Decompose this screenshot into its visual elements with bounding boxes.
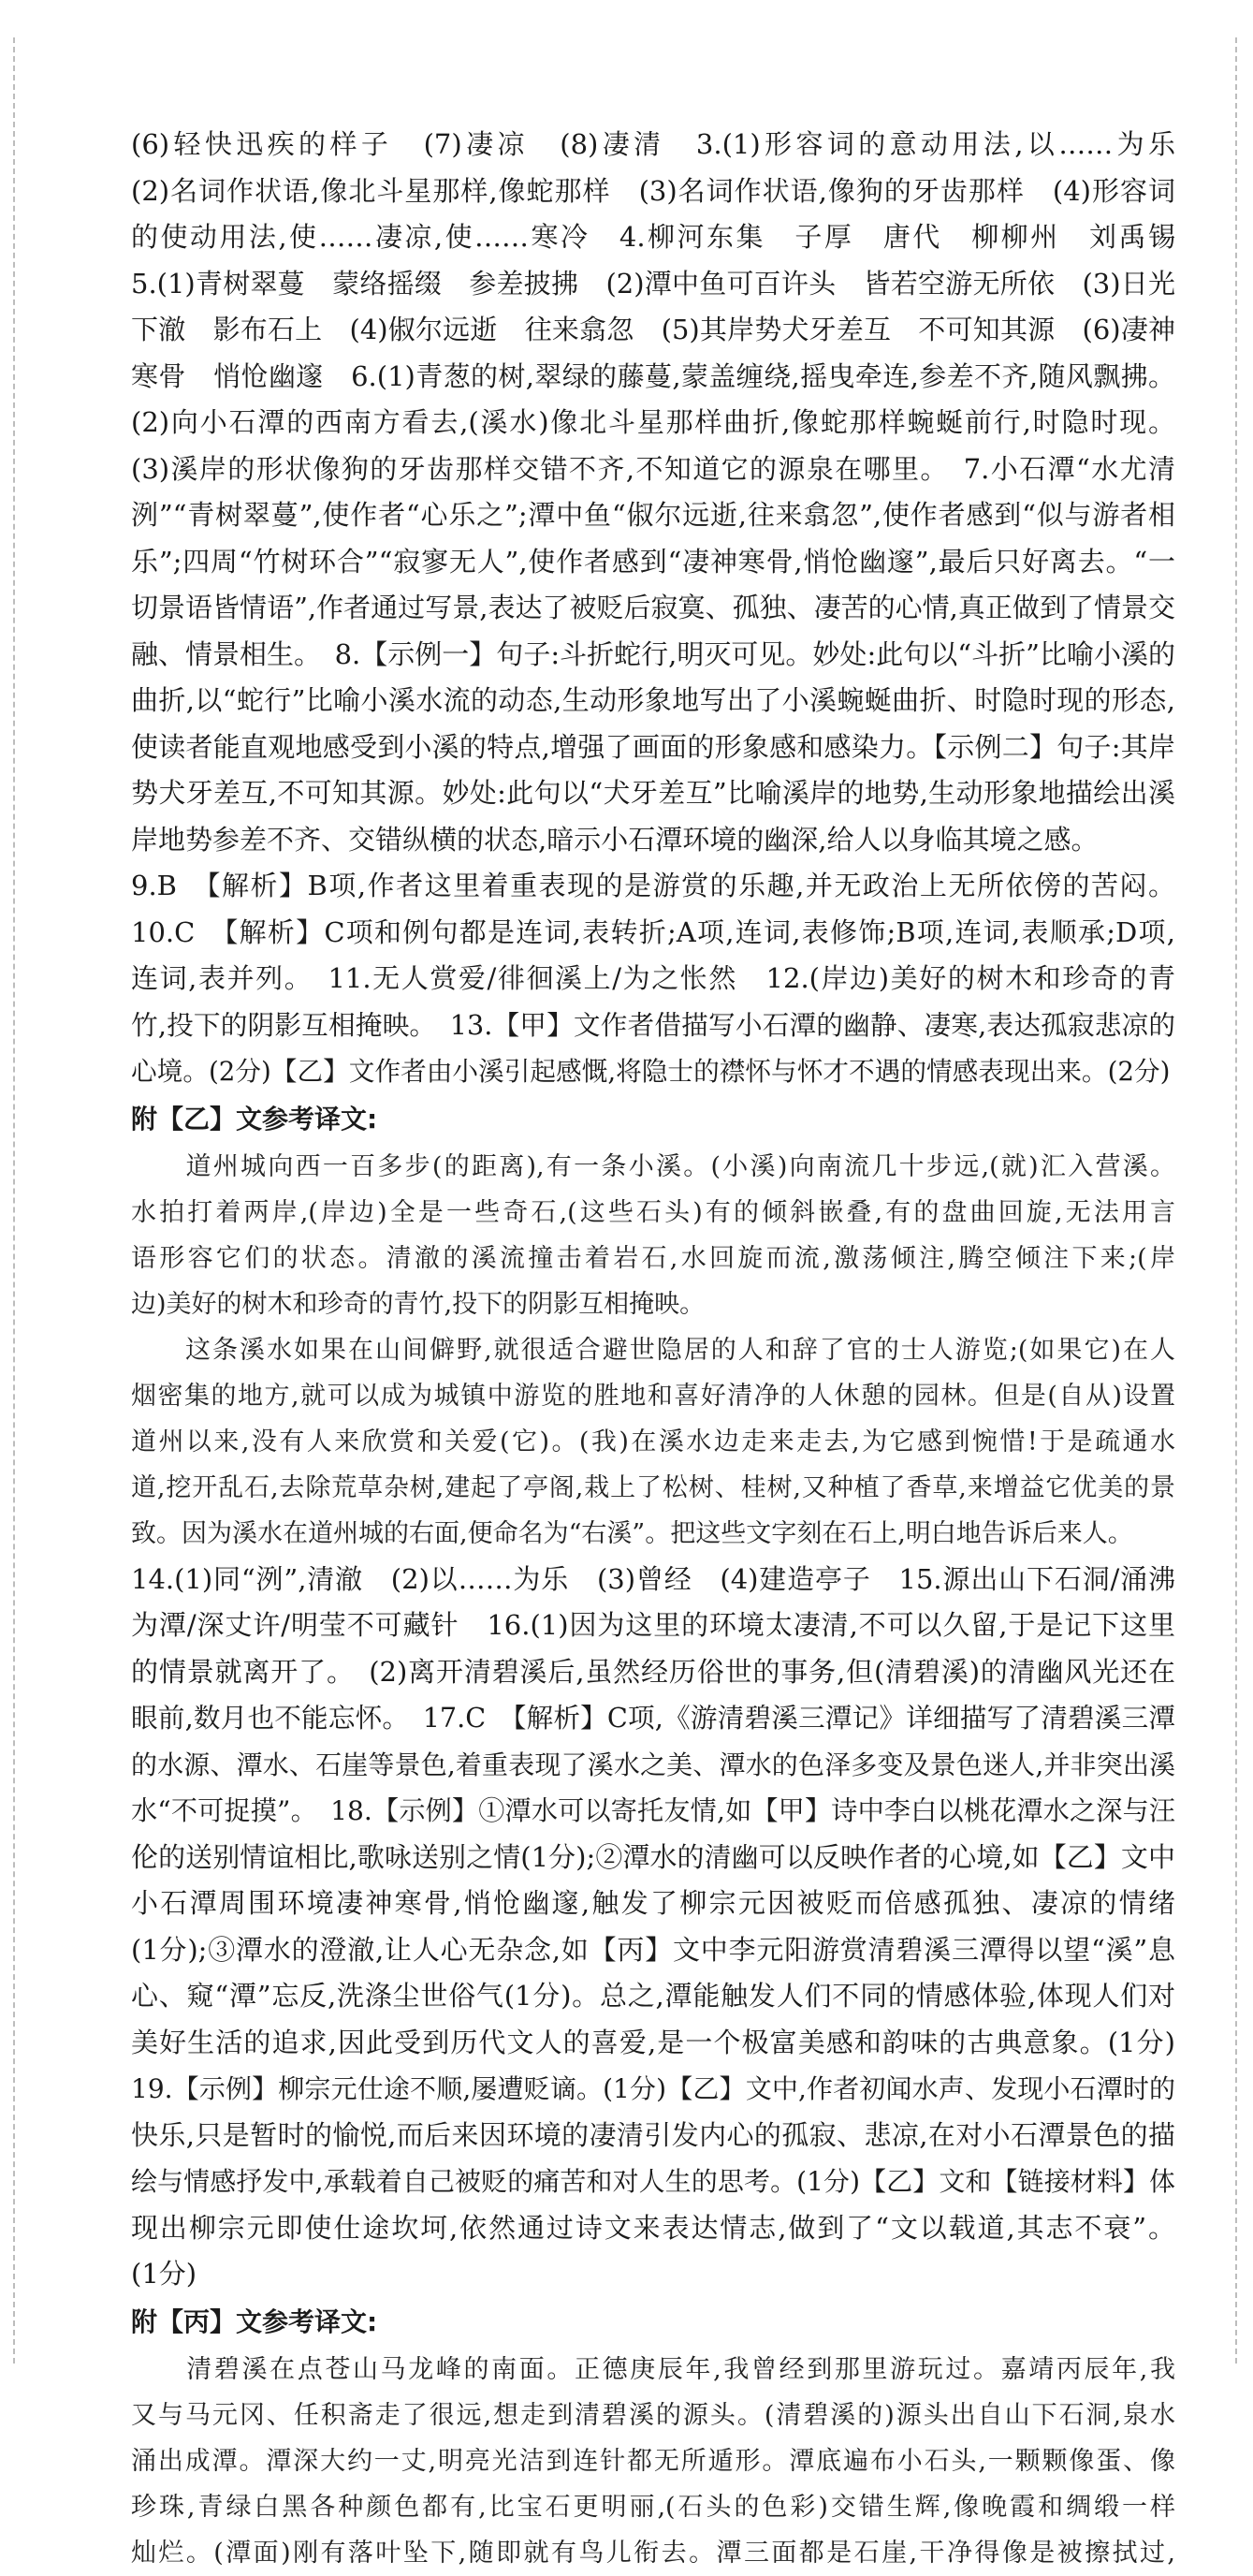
translation-line: 水拍打着两岸,(岸边)全是一些奇石,(这些石头)有的倾斜嵌叠,有的盘曲回旋,无法用言 <box>131 1197 1175 1227</box>
answer-block-2 <box>131 1557 1175 2298</box>
appendix-yi-translation <box>131 1144 1175 1557</box>
answer-line: 心、窥“潭”忘反,洗涤尘世俗气(1分)。总之,潭能触发人们不同的情感体验,体现人们对 <box>131 1980 1175 2012</box>
translation-line: 涌出成潭。潭深大约一丈,明亮光洁到连针都无所遁形。潭底遍布小石头,一颗颗像蛋、像 <box>131 2446 1175 2476</box>
answer-line: 美好生活的追求,因此受到历代文人的喜爱,是一个极富美感和韵味的古典意象。(1分) <box>131 2026 1175 2058</box>
answer-line: 小石潭周围环境凄神寒骨,悄怆幽邃,触发了柳宗元因被贬而倍感孤独、凄凉的情绪 <box>131 1887 1175 1919</box>
answer-line: 眼前,数月也不能忘怀。 17.C 【解析】C项,《游清碧溪三潭记》详细描写了清碧溪三潭 <box>131 1702 1175 1734</box>
answer-line: 岸地势参差不齐、交错纵横的状态,暗示小石潭环境的幽深,给人以身临其境之感。 <box>131 823 1099 856</box>
translation-line: 语形容它们的状态。清澈的溪流撞击着岩石,水回旋而流,激荡倾注,腾空倾注下来;(岸 <box>131 1243 1175 1273</box>
answer-line: 竹,投下的阴影互相掩映。 13.【甲】文作者借描写小石潭的幽静、凄寒,表达孤寂悲凉的 <box>131 1008 1175 1041</box>
appendix-bing-translation <box>131 2347 1175 2576</box>
translation-line: 烟密集的地方,就可以成为城镇中游览的胜地和喜好清净的人休憩的园林。但是(自从)设置 <box>131 1381 1175 1411</box>
answer-line: 寒骨 悄怆幽邃 6.(1)青葱的树,翠绿的藤蔓,蒙盖缠绕,摇曳牵连,参差不齐,随风飘拂。 <box>131 359 1175 392</box>
answer-line: 的水源、潭水、石崖等景色,着重表现了溪水之美、潭水的色泽多变及景色迷人,并非突出溪 <box>131 1749 1175 1780</box>
answer-line: 连词,表并列。 11.无人赏爱/徘徊溪上/为之怅然 12.(岸边)美好的树木和珍奇的青 <box>131 962 1175 994</box>
translation-line: 又与马元冈、任积斋走了很远,想走到清碧溪的源头。(清碧溪的)源头出自山下石洞,泉水 <box>131 2400 1175 2430</box>
answer-line: 现出柳宗元即使仕途坎坷,依然通过诗文来表达情志,做到了“文以载道,其志不衰”。 <box>131 2211 1175 2244</box>
answer-line: 势犬牙差互,不可知其源。妙处:此句以“犬牙差互”比喻溪岸的地势,生动形象地描绘出溪 <box>131 777 1175 809</box>
answer-line: (2)名词作状语,像北斗星那样,像蛇那样 (3)名词作状语,像狗的牙齿那样 (4)形容词 <box>131 174 1175 207</box>
answer-line: (3)溪岸的形状像狗的牙齿那样交错不齐,不知道它的源泉在哪里。 7.小石潭“水尤清 <box>131 452 1175 485</box>
appendix-bing-heading: 附【丙】文参考译文: <box>131 2305 378 2337</box>
translation-line: 道州城向西一百多步(的距离),有一条小溪。(小溪)向南流几十步远,(就)汇入营溪。 <box>131 1151 1175 1181</box>
translation-line: 清碧溪在点苍山马龙峰的南面。正德庚辰年,我曾经到那里游玩过。嘉靖丙辰年,我 <box>131 2354 1175 2384</box>
translation-line: 灿烂。(潭面)刚有落叶坠下,随即就有鸟儿衔去。潭三面都是石崖,干净得像是被擦拭过, <box>131 2538 1175 2568</box>
translation-line: 道州以来,没有人来欣赏和关爱(它)。(我)在溪水边走来走去,为它感到惋惜!于是疏通水 <box>131 1427 1175 1456</box>
answer-line: (1分);③潭水的澄澈,让人心无杂念,如【丙】文中李元阳游赏清碧溪三潭得以望“溪”息 <box>131 1933 1175 1966</box>
answer-line: 5.(1)青树翠蔓 蒙络摇缀 参差披拂 (2)潭中鱼可百许头 皆若空游无所依 (3)日光 <box>131 267 1175 300</box>
appendix-yi-heading: 附【乙】文参考译文: <box>131 1103 378 1134</box>
answer-line: 水“不可捉摸”。 18.【示例】①潭水可以寄托友情,如【甲】诗中李白以桃花潭水之深与汪 <box>131 1795 1175 1826</box>
answer-line: 曲折,以“蛇行”比喻小溪水流的动态,生动形象地写出了小溪蜿蜒曲折、时隐时现的形态, <box>131 684 1175 716</box>
translation-line: 道,挖开乱石,去除荒草杂树,建起了亭阁,栽上了松树、桂树,又种植了香草,来增益它优美的景 <box>131 1472 1175 1502</box>
answer-page <box>131 122 1175 2576</box>
answer-line: 下澈 影布石上 (4)俶尔远逝 往来翕忽 (5)其岸势犬牙差互 不可知其源 (6)凄神 <box>131 314 1175 345</box>
answer-line: 切景语皆情语”,作者通过写景,表达了被贬后寂寞、孤独、凄苦的心情,真正做到了情景交 <box>131 592 1175 623</box>
answer-line: 乐”;四周“竹树环合”“寂寥无人”,使作者感到“凄神寒骨,悄怆幽邃”,最后只好离去。“一 <box>131 545 1175 578</box>
answer-line: (1分) <box>131 2258 197 2290</box>
translation-line: 边)美好的树木和珍奇的青竹,投下的阴影互相掩映。 <box>131 1289 706 1319</box>
translation-line: 珍珠,青绿白黑各种颜色都有,比宝石更明丽,(石头的色彩)交错生辉,像晚霞和绸缎一样 <box>131 2492 1175 2522</box>
translation-line: 这条溪水如果在山间僻野,就很适合避世隐居的人和辞了官的士人游览;(如果它)在人 <box>131 1335 1175 1365</box>
answer-line: 的情景就离开了。 (2)离开清碧溪后,虽然经历俗世的事务,但(清碧溪)的清幽风光还在 <box>131 1655 1175 1688</box>
margin-dashed-line-left <box>13 37 15 2364</box>
answer-line: 绘与情感抒发中,承载着自己被贬的痛苦和对人生的思考。(1分)【乙】文和【链接材料】体 <box>131 2166 1175 2197</box>
answer-line: 快乐,只是暂时的愉悦,而后来因环境的凄清引发内心的孤寂、悲凉,在对小石潭景色的描 <box>131 2118 1175 2151</box>
answer-line: 14.(1)同“洌”,清澈 (2)以……为乐 (3)曾经 (4)建造亭子 15.源出山下石洞/涌沸 <box>131 1562 1175 1595</box>
answer-line: 为潭/深丈许/明莹不可藏针 16.(1)因为这里的环境太凄清,不可以久留,于是记下这里 <box>131 1609 1175 1641</box>
answer-line: 伦的送别情谊相比,歌咏送别之情(1分);②潭水的清幽可以反映作者的心境,如【乙】文中 <box>131 1840 1175 1873</box>
answer-line: 使读者能直观地感受到小溪的特点,增强了画面的形象感和感染力。【示例二】句子:其岸 <box>131 730 1175 763</box>
margin-dashed-line-right <box>1235 37 1237 2364</box>
answer-line: 心境。(2分)【乙】文作者由小溪引起感慨,将隐士的襟怀与怀才不遇的情感表现出来。(2分) <box>131 1056 1171 1087</box>
answer-line: (6)轻快迅疾的样子 (7)凄凉 (8)凄清 3.(1)形容词的意动用法,以……为乐 <box>131 128 1175 160</box>
answer-line: 融、情景相生。 8.【示例一】句子:斗折蛇行,明灭可见。妙处:此句以“斗折”比喻小溪的 <box>131 637 1175 670</box>
answer-line: 10.C 【解析】C项和例句都是连词,表转折;A项,连词,表修饰;B项,连词,表顺承;D项, <box>131 915 1175 948</box>
answer-line: 19.【示例】柳宗元仕途不顺,屡遭贬谪。(1分)【乙】文中,作者初闻水声、发现小石潭时的 <box>131 2073 1175 2104</box>
answer-line: 洌”“青树翠蔓”,使作者“心乐之”;潭中鱼“俶尔远逝,往来翕忽”,使作者感到“似与游者相 <box>131 499 1175 531</box>
answer-line: 9.B 【解析】B项,作者这里着重表现的是游赏的乐趣,并无政治上无所依傍的苦闷。 <box>131 870 1175 901</box>
answer-line: (2)向小石潭的西南方看去,(溪水)像北斗星那样曲折,像蛇那样蜿蜒前行,时隐时现。 <box>131 406 1175 438</box>
answer-line: 的使动用法,使……凄凉,使……寒冷 4.柳河东集 子厚 唐代 柳柳州 刘禹锡 <box>131 221 1175 253</box>
answer-block-1 <box>131 122 1175 1095</box>
translation-line: 致。因为溪水在道州城的右面,便命名为“右溪”。把这些文字刻在石上,明白地告诉后来人。 <box>131 1518 1133 1548</box>
